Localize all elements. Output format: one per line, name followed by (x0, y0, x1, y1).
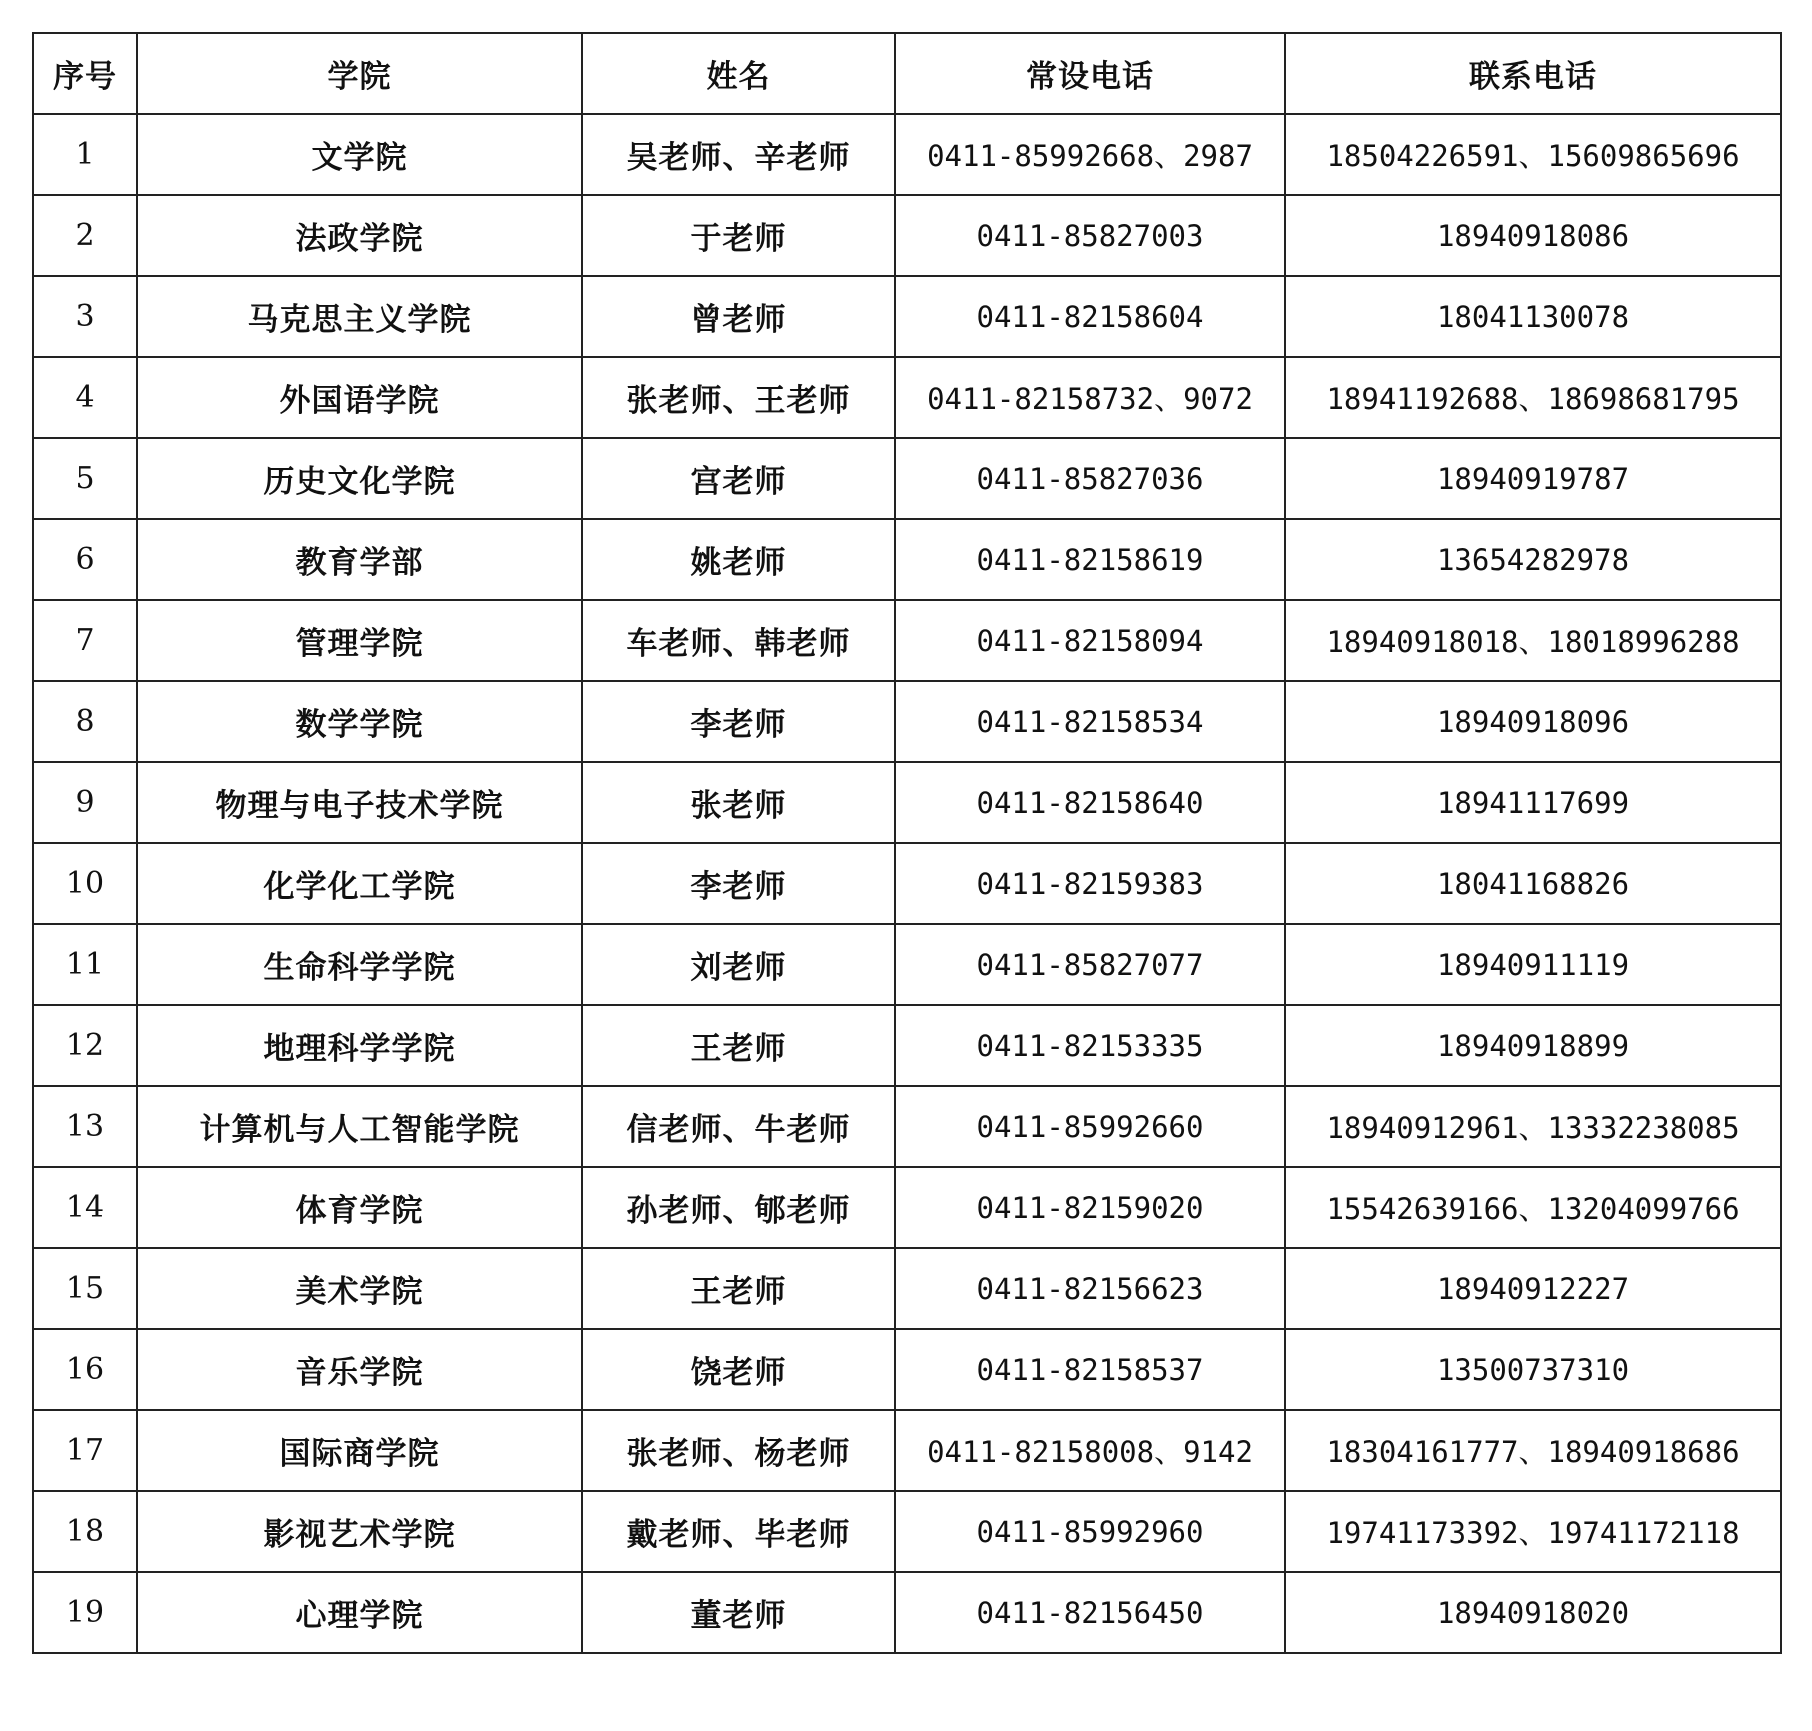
header-name: 姓名 (582, 33, 895, 114)
cell-contact-phone: 18940912227 (1285, 1248, 1781, 1329)
table-row (33, 1491, 1781, 1572)
cell-name: 姚老师 (582, 519, 895, 600)
cell-office-phone: 0411-82158640 (895, 762, 1285, 843)
cell-contact-phone: 18041168826 (1285, 843, 1781, 924)
cell-office-phone: 0411-85827036 (895, 438, 1285, 519)
cell-college: 物理与电子技术学院 (137, 762, 582, 843)
table-row (33, 438, 1781, 519)
cell-index: 1 (33, 114, 137, 195)
cell-contact-phone: 18940918096 (1285, 681, 1781, 762)
cell-contact-phone: 13654282978 (1285, 519, 1781, 600)
table-row (33, 519, 1781, 600)
table-row (33, 924, 1781, 1005)
header-office-phone: 常设电话 (895, 33, 1285, 114)
cell-contact-phone: 15542639166、13204099766 (1285, 1167, 1781, 1248)
table-row (33, 681, 1781, 762)
cell-office-phone: 0411-82158604 (895, 276, 1285, 357)
cell-contact-phone: 18940919787 (1285, 438, 1781, 519)
cell-college: 化学化工学院 (137, 843, 582, 924)
cell-contact-phone: 19741173392、19741172118 (1285, 1491, 1781, 1572)
cell-office-phone: 0411-82156450 (895, 1572, 1285, 1653)
cell-college: 历史文化学院 (137, 438, 582, 519)
cell-office-phone: 0411-82158008、9142 (895, 1410, 1285, 1491)
cell-index: 15 (33, 1248, 137, 1329)
cell-index: 8 (33, 681, 137, 762)
cell-contact-phone: 18304161777、18940918686 (1285, 1410, 1781, 1491)
cell-contact-phone: 18940911119 (1285, 924, 1781, 1005)
cell-office-phone: 0411-82158732、9072 (895, 357, 1285, 438)
cell-index: 12 (33, 1005, 137, 1086)
cell-office-phone: 0411-82153335 (895, 1005, 1285, 1086)
table-row (33, 762, 1781, 843)
cell-index: 13 (33, 1086, 137, 1167)
cell-college: 法政学院 (137, 195, 582, 276)
cell-index: 4 (33, 357, 137, 438)
contact-sheet (32, 32, 1780, 1654)
cell-name: 车老师、韩老师 (582, 600, 895, 681)
cell-office-phone: 0411-85992668、2987 (895, 114, 1285, 195)
table-row (33, 1005, 1781, 1086)
cell-index: 7 (33, 600, 137, 681)
cell-name: 张老师、杨老师 (582, 1410, 895, 1491)
cell-college: 教育学部 (137, 519, 582, 600)
table-row (33, 114, 1781, 195)
cell-college: 地理科学学院 (137, 1005, 582, 1086)
table-row (33, 1410, 1781, 1491)
cell-index: 18 (33, 1491, 137, 1572)
cell-name: 孙老师、郇老师 (582, 1167, 895, 1248)
cell-index: 3 (33, 276, 137, 357)
cell-name: 董老师 (582, 1572, 895, 1653)
table-row (33, 1248, 1781, 1329)
cell-office-phone: 0411-82159383 (895, 843, 1285, 924)
cell-contact-phone: 18504226591、15609865696 (1285, 114, 1781, 195)
cell-college: 音乐学院 (137, 1329, 582, 1410)
table-row (33, 1086, 1781, 1167)
cell-name: 王老师 (582, 1248, 895, 1329)
cell-college: 数学学院 (137, 681, 582, 762)
cell-office-phone: 0411-82156623 (895, 1248, 1285, 1329)
contact-table (32, 32, 1782, 1654)
table-row (33, 600, 1781, 681)
cell-name: 刘老师 (582, 924, 895, 1005)
header-index: 序号 (33, 33, 137, 114)
cell-index: 2 (33, 195, 137, 276)
cell-contact-phone: 18940918020 (1285, 1572, 1781, 1653)
cell-name: 张老师、王老师 (582, 357, 895, 438)
cell-name: 戴老师、毕老师 (582, 1491, 895, 1572)
cell-index: 16 (33, 1329, 137, 1410)
cell-office-phone: 0411-82158534 (895, 681, 1285, 762)
cell-contact-phone: 18940912961、13332238085 (1285, 1086, 1781, 1167)
cell-index: 6 (33, 519, 137, 600)
table-row (33, 1167, 1781, 1248)
cell-contact-phone: 18941192688、18698681795 (1285, 357, 1781, 438)
cell-office-phone: 0411-82158094 (895, 600, 1285, 681)
cell-index: 5 (33, 438, 137, 519)
table-row (33, 195, 1781, 276)
table-row (33, 1329, 1781, 1410)
cell-contact-phone: 18941117699 (1285, 762, 1781, 843)
cell-college: 文学院 (137, 114, 582, 195)
cell-name: 信老师、牛老师 (582, 1086, 895, 1167)
cell-name: 李老师 (582, 843, 895, 924)
cell-college: 美术学院 (137, 1248, 582, 1329)
cell-name: 曾老师 (582, 276, 895, 357)
cell-contact-phone: 18041130078 (1285, 276, 1781, 357)
table-row (33, 843, 1781, 924)
table-row (33, 276, 1781, 357)
cell-college: 心理学院 (137, 1572, 582, 1653)
cell-index: 14 (33, 1167, 137, 1248)
cell-name: 李老师 (582, 681, 895, 762)
cell-name: 于老师 (582, 195, 895, 276)
header-contact-phone: 联系电话 (1285, 33, 1781, 114)
cell-office-phone: 0411-85992960 (895, 1491, 1285, 1572)
header-college: 学院 (137, 33, 582, 114)
cell-office-phone: 0411-85827077 (895, 924, 1285, 1005)
cell-name: 张老师 (582, 762, 895, 843)
table-row (33, 1572, 1781, 1653)
cell-college: 计算机与人工智能学院 (137, 1086, 582, 1167)
cell-index: 17 (33, 1410, 137, 1491)
cell-college: 外国语学院 (137, 357, 582, 438)
cell-name: 吴老师、辛老师 (582, 114, 895, 195)
cell-contact-phone: 18940918018、18018996288 (1285, 600, 1781, 681)
cell-contact-phone: 18940918086 (1285, 195, 1781, 276)
cell-name: 王老师 (582, 1005, 895, 1086)
table-body (33, 114, 1781, 1653)
cell-college: 国际商学院 (137, 1410, 582, 1491)
cell-index: 10 (33, 843, 137, 924)
cell-name: 宫老师 (582, 438, 895, 519)
cell-office-phone: 0411-85992660 (895, 1086, 1285, 1167)
cell-index: 11 (33, 924, 137, 1005)
cell-index: 9 (33, 762, 137, 843)
cell-college: 体育学院 (137, 1167, 582, 1248)
cell-college: 马克思主义学院 (137, 276, 582, 357)
cell-index: 19 (33, 1572, 137, 1653)
cell-office-phone: 0411-82158619 (895, 519, 1285, 600)
cell-college: 管理学院 (137, 600, 582, 681)
cell-office-phone: 0411-82159020 (895, 1167, 1285, 1248)
table-header-row (33, 33, 1781, 114)
cell-office-phone: 0411-82158537 (895, 1329, 1285, 1410)
cell-college: 影视艺术学院 (137, 1491, 582, 1572)
cell-contact-phone: 18940918899 (1285, 1005, 1781, 1086)
cell-college: 生命科学学院 (137, 924, 582, 1005)
cell-contact-phone: 13500737310 (1285, 1329, 1781, 1410)
cell-office-phone: 0411-85827003 (895, 195, 1285, 276)
table-row (33, 357, 1781, 438)
cell-name: 饶老师 (582, 1329, 895, 1410)
